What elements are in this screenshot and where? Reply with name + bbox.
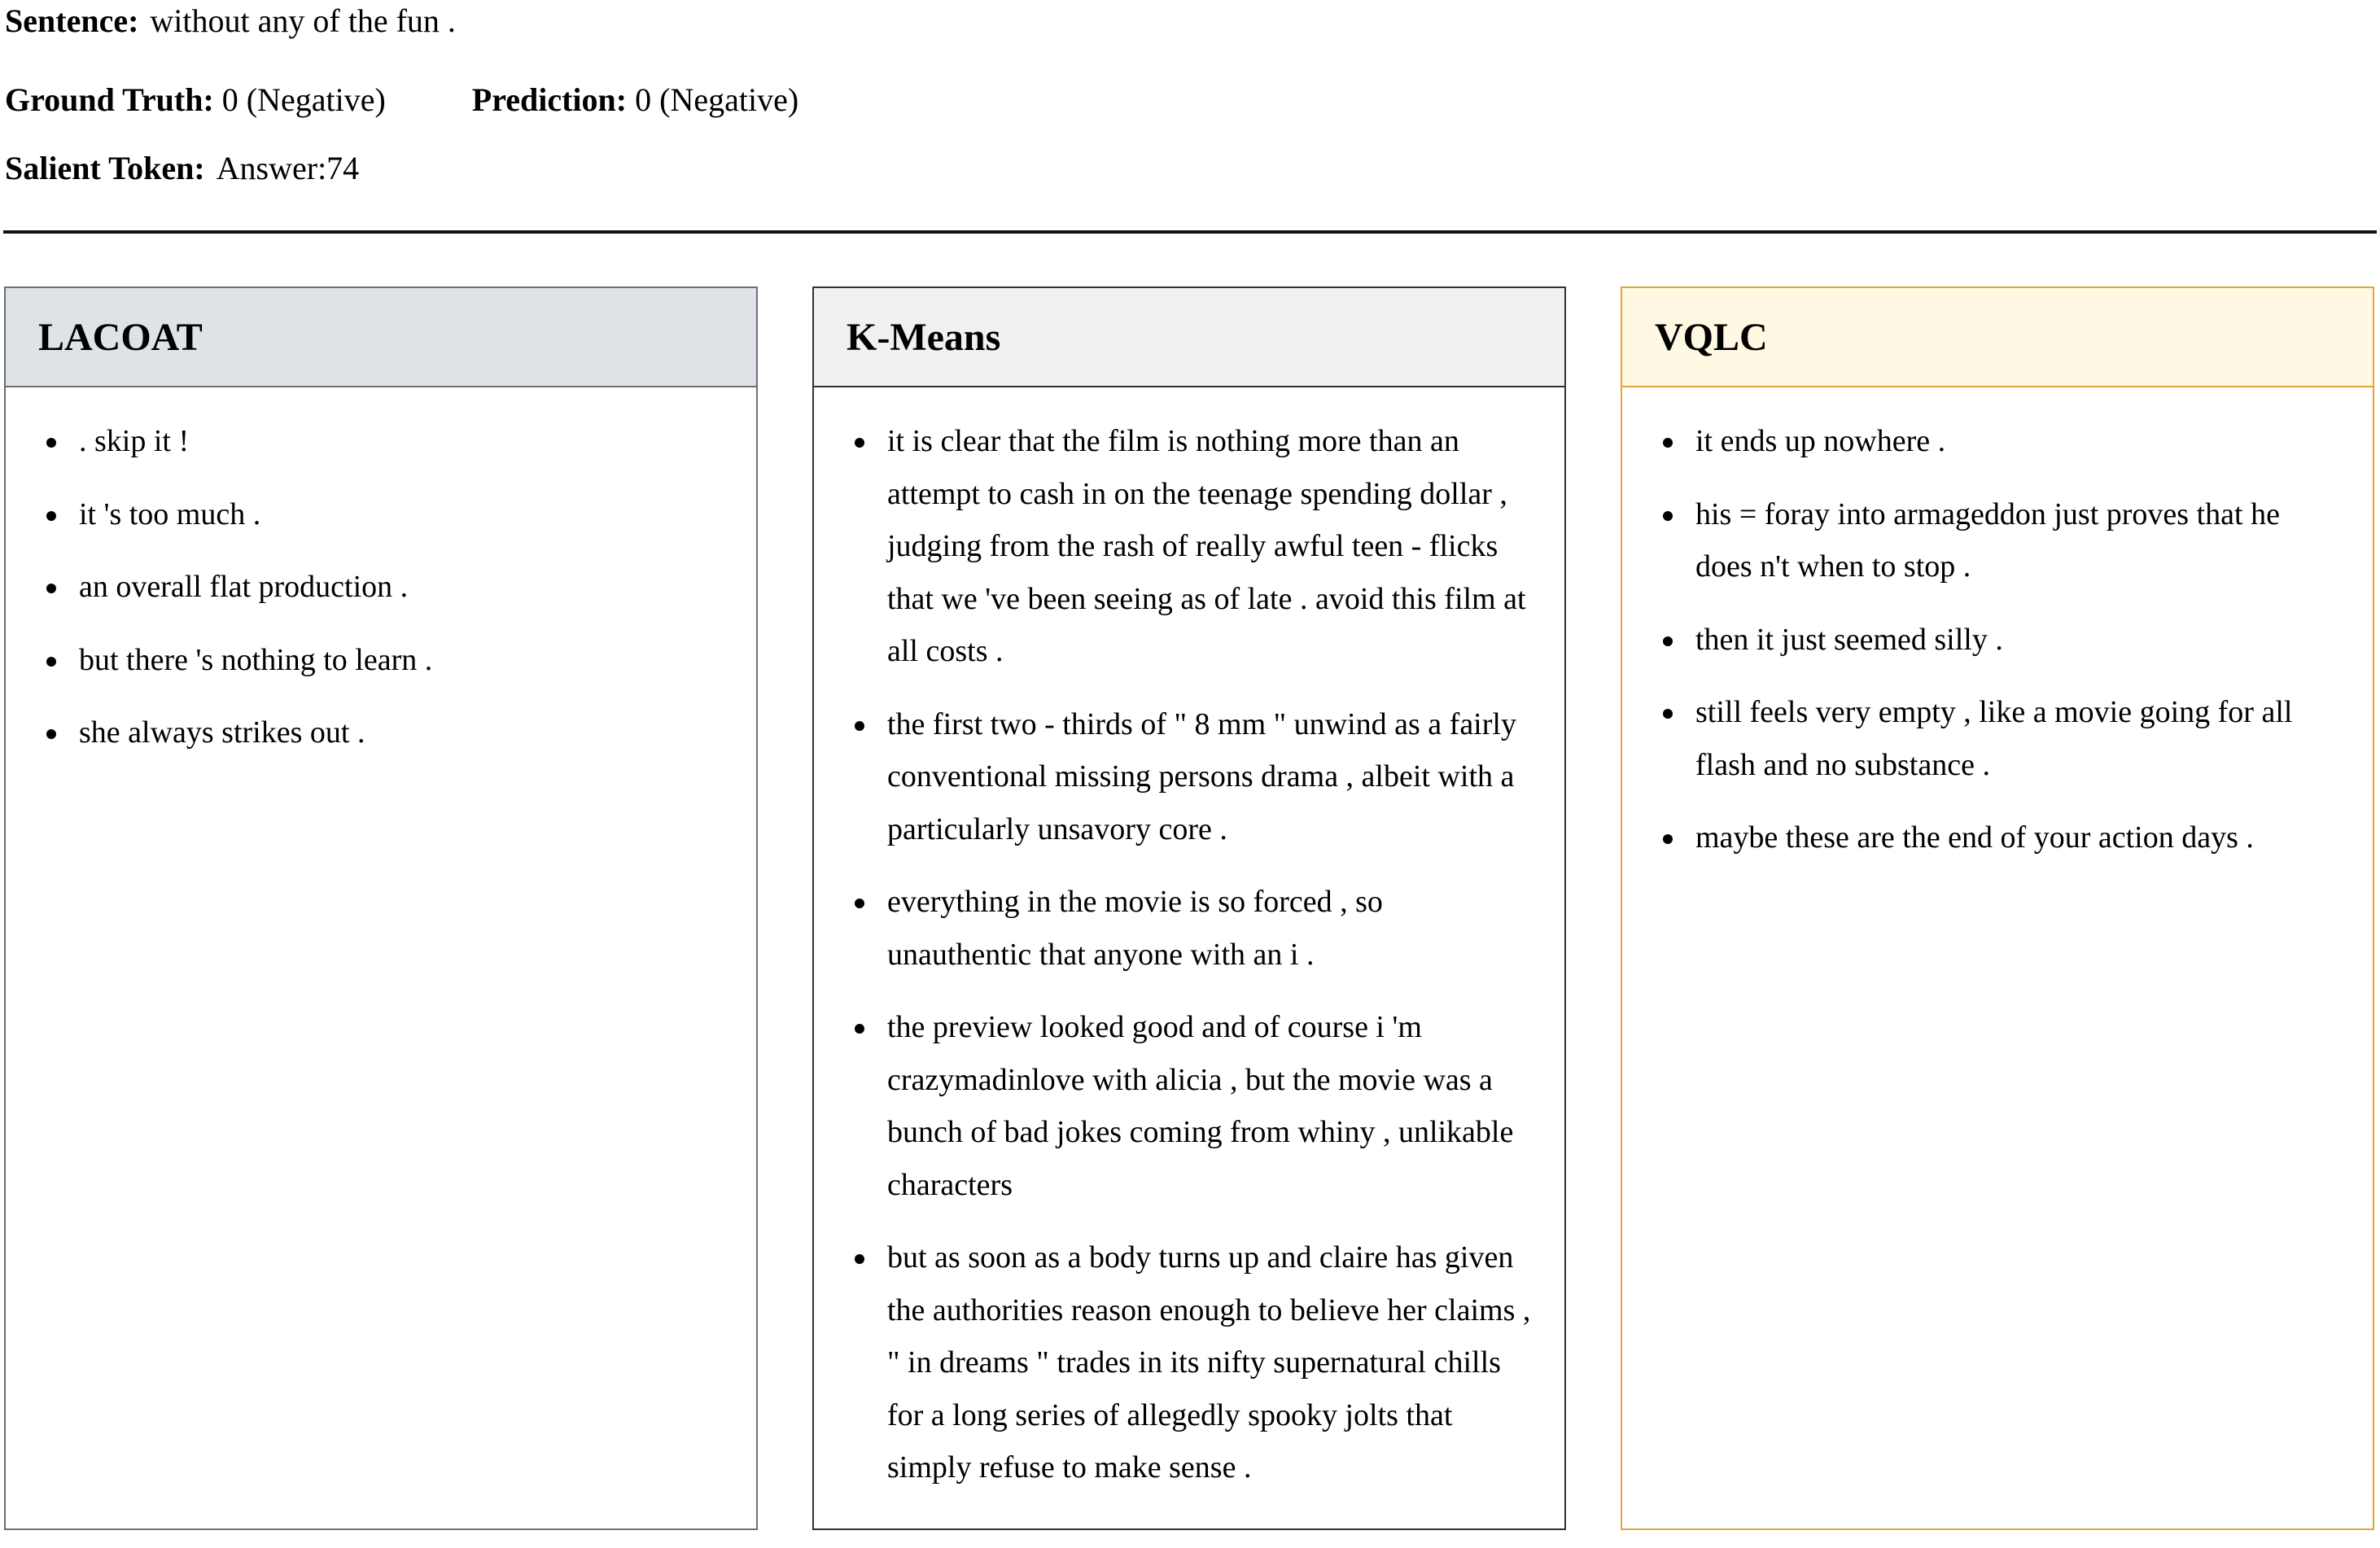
labels-line [5,81,798,120]
ground-truth-label: Ground Truth: [5,81,214,118]
panel-kmeans-title: K-Means [814,288,1564,387]
panel-lacoat-title: LACOAT [6,288,756,387]
prediction-label: Prediction: [471,81,628,118]
panel-vqlc-title: VQLC [1622,288,2373,387]
list-item: an overall flat production . [38,561,724,614]
list-item: but as soon as a body turns up and claire has given the authorities reason enough to believe her claims , " in dreams " trades in its nifty supernatural chills for a long series of allegedly spooky jolts that simply refuse to make sense . [847,1231,1532,1494]
list-item: the first two - thirds of " 8 mm " unwind as a fairly conventional missing persons drama , albeit with a particularly unsavory core . [847,698,1532,856]
list-item: she always strikes out . [38,706,724,759]
list-item: everything in the movie is so forced , so unauthentic that anyone with an i . [847,876,1532,981]
sentence-line [5,2,456,41]
list-item: it ends up nowhere . [1655,415,2340,468]
prediction-value: 0 (Negative) [635,81,799,118]
list-item: then it just seemed silly . [1655,614,2340,667]
panel-vqlc [1621,286,2374,1530]
list-item: maybe these are the end of your action days . [1655,811,2340,864]
panel-vqlc-list [1622,387,2373,864]
list-item: his = foray into armageddon just proves that he does n't when to stop . [1655,488,2340,593]
sentence-label: Sentence: [5,2,139,39]
list-item: it 's too much . [38,488,724,541]
ground-truth [5,81,386,120]
panel-kmeans-list [814,387,1564,1494]
salient-token-value: Answer:74 [216,150,360,186]
prediction [472,81,798,120]
salient-token-line [5,149,359,188]
list-item: but there 's nothing to learn . [38,634,724,687]
section-divider [3,230,2377,234]
ground-truth-value: 0 (Negative) [221,81,386,118]
salient-token-label: Salient Token: [5,150,205,186]
sentence-value: without any of the fun . [150,2,456,39]
list-item: . skip it ! [38,415,724,468]
list-item: still feels very empty , like a movie going for all flash and no substance . [1655,686,2340,791]
list-item: it is clear that the film is nothing more than an attempt to cash in on the teenage spending dollar , judging from the rash of really awful teen - flicks that we 've been seeing as of late . avoid this film at all costs . [847,415,1532,678]
panel-kmeans [812,286,1566,1530]
panel-lacoat [4,286,758,1530]
list-item: the preview looked good and of course i 'm crazymadinlove with alicia , but the movie was a bunch of bad jokes coming from whiny , unlikable characters [847,1001,1532,1211]
panel-lacoat-list [6,387,756,759]
